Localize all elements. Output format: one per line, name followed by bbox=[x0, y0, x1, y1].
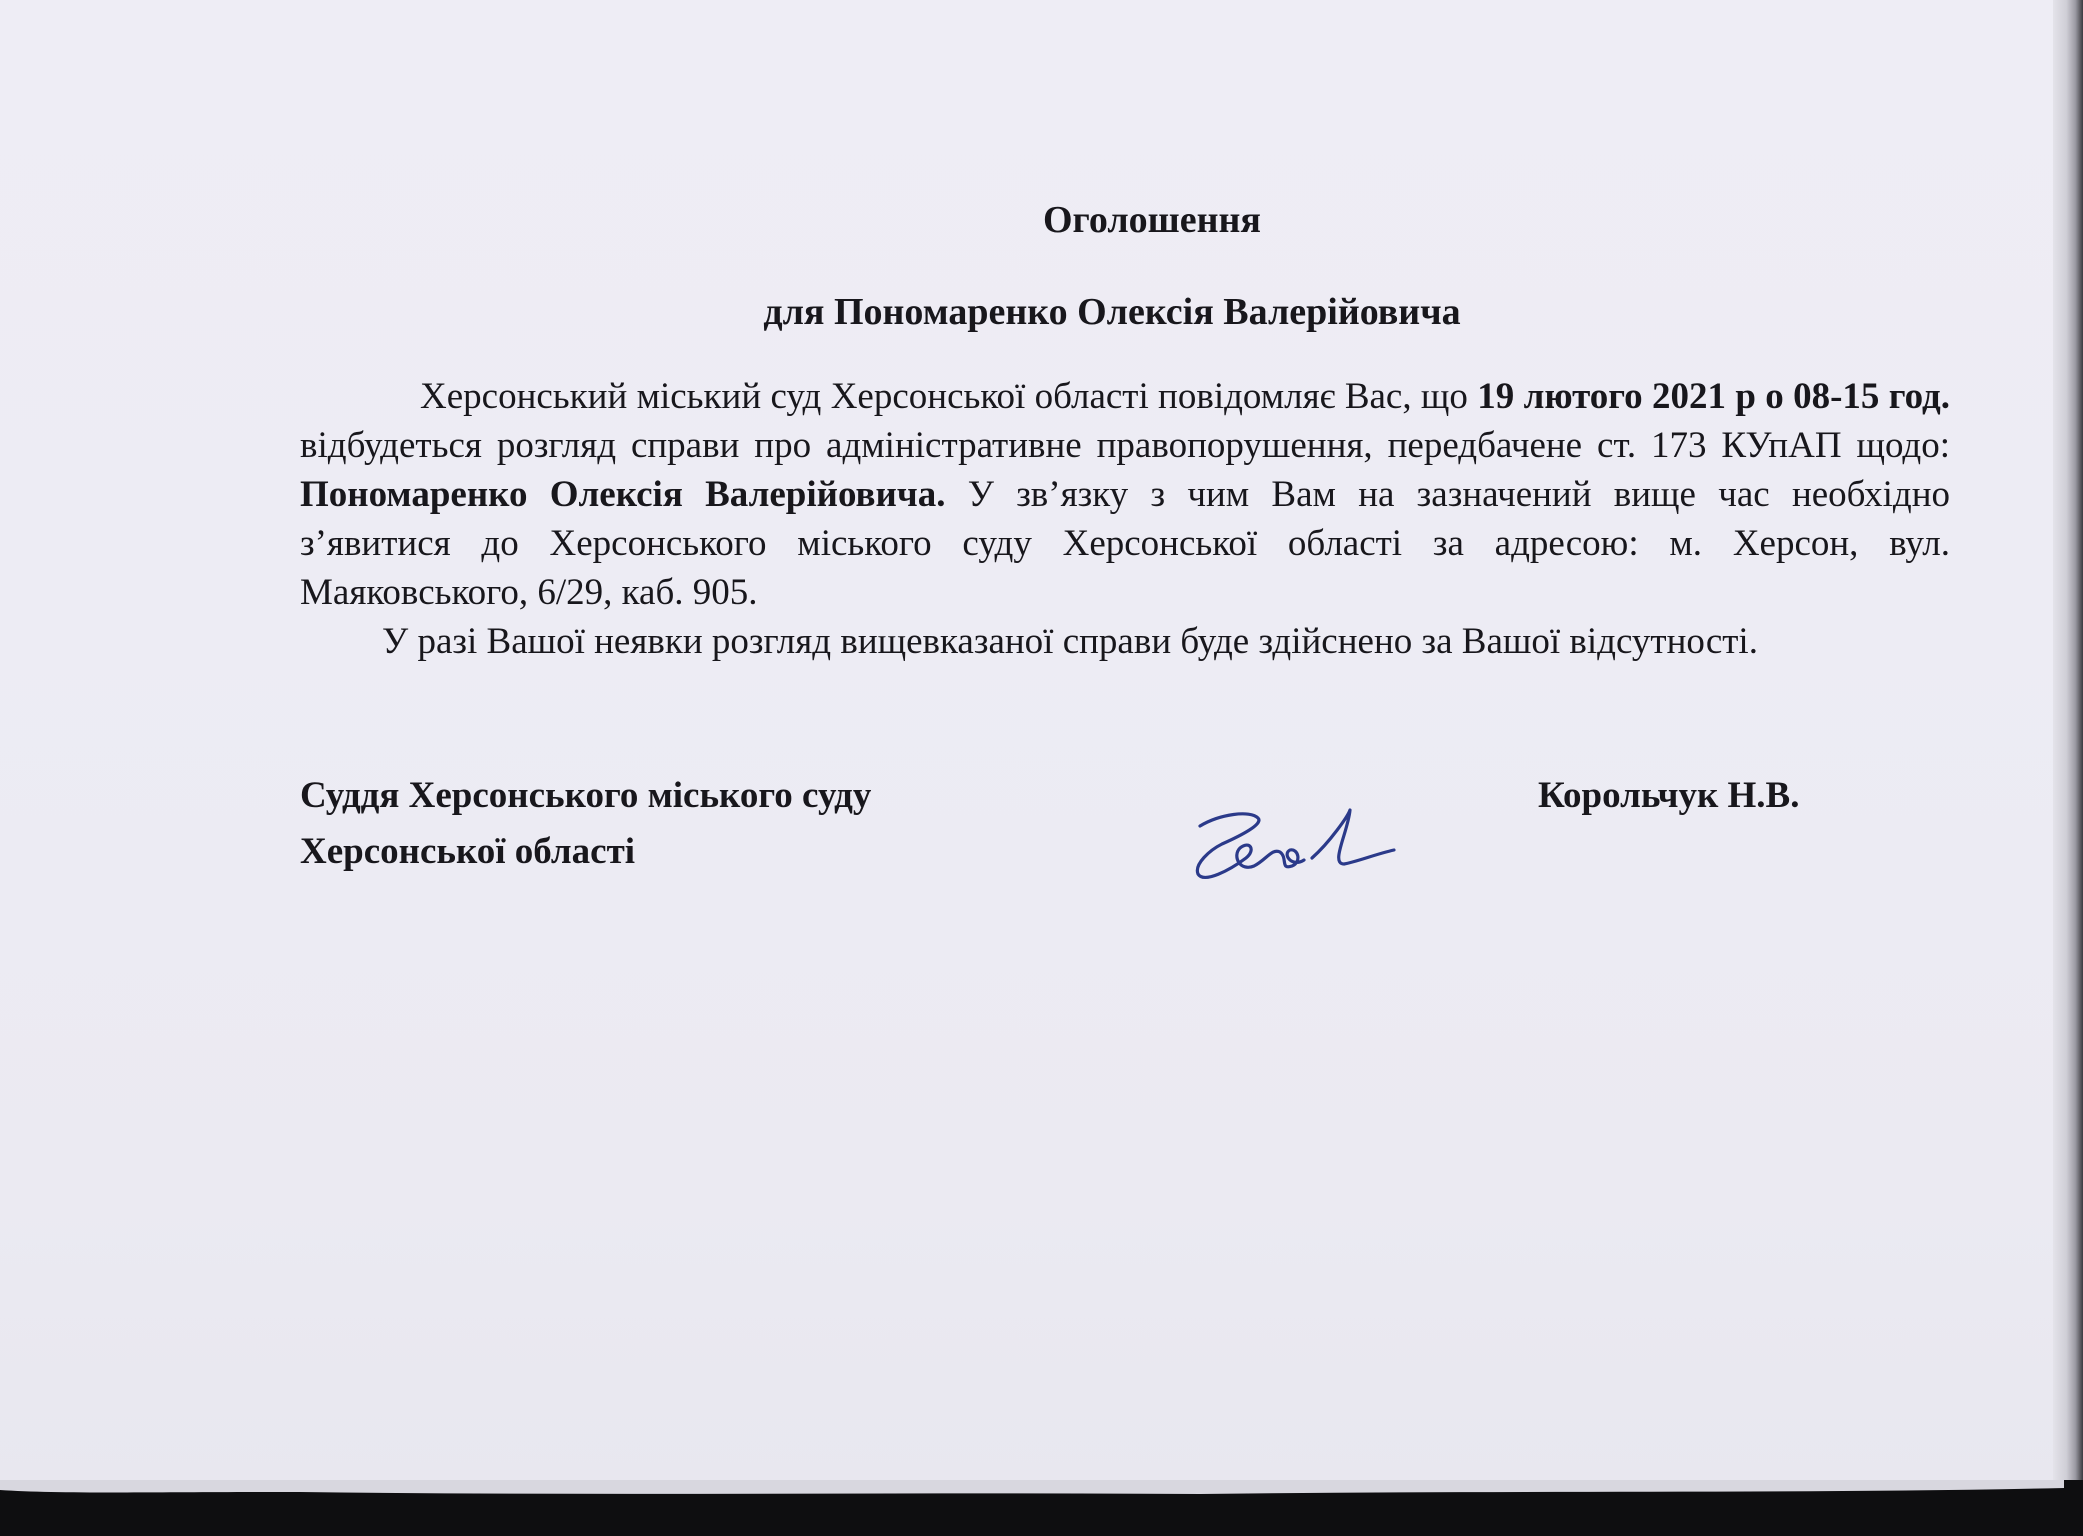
notice-text-part1: Херсонський міський суд Херсонської області повідомляє Вас, що bbox=[420, 376, 1478, 417]
paper-torn-edge bbox=[0, 1480, 2083, 1536]
notice-text-part3: У зв’язку з чим Вам на зазначений вище час необхідно з’явитися до Херсонського міського суду Херсонської області за адресою: м. Херсон, вул. Маяковського, 6/29, каб. 905. bbox=[300, 474, 1950, 613]
handwritten-signature bbox=[1180, 792, 1400, 892]
table-surface bbox=[0, 1480, 2083, 1536]
judge-position-line2: Херсонської області bbox=[300, 831, 636, 872]
document-subtitle: для Пономаренко Олексія Валерійовича bbox=[763, 291, 1461, 333]
hearing-date: 19 лютого 2021 р о 08-15 год. bbox=[1477, 376, 1950, 417]
absence-paragraph: У разі Вашої неявки розгляд вищевказаної справи буде здійснено за Вашої відсутності. bbox=[382, 621, 1758, 662]
defendant-name: Пономаренко Олексія Валерійовича. bbox=[300, 474, 946, 515]
judge-name: Корольчук Н.В. bbox=[1538, 775, 1800, 816]
judge-position bbox=[300, 768, 871, 880]
judge-position-line1: Суддя Херсонського міського суду bbox=[300, 775, 872, 816]
document-title: Оголошення bbox=[1043, 199, 1261, 241]
notice-paragraph bbox=[300, 372, 1950, 617]
paper-right-edge bbox=[2053, 0, 2083, 1500]
notice-text-part2: відбудеться розгляд справи про адміністративне правопорушення, передбачене ст. 173 КУпАП щодо: bbox=[300, 425, 1950, 466]
